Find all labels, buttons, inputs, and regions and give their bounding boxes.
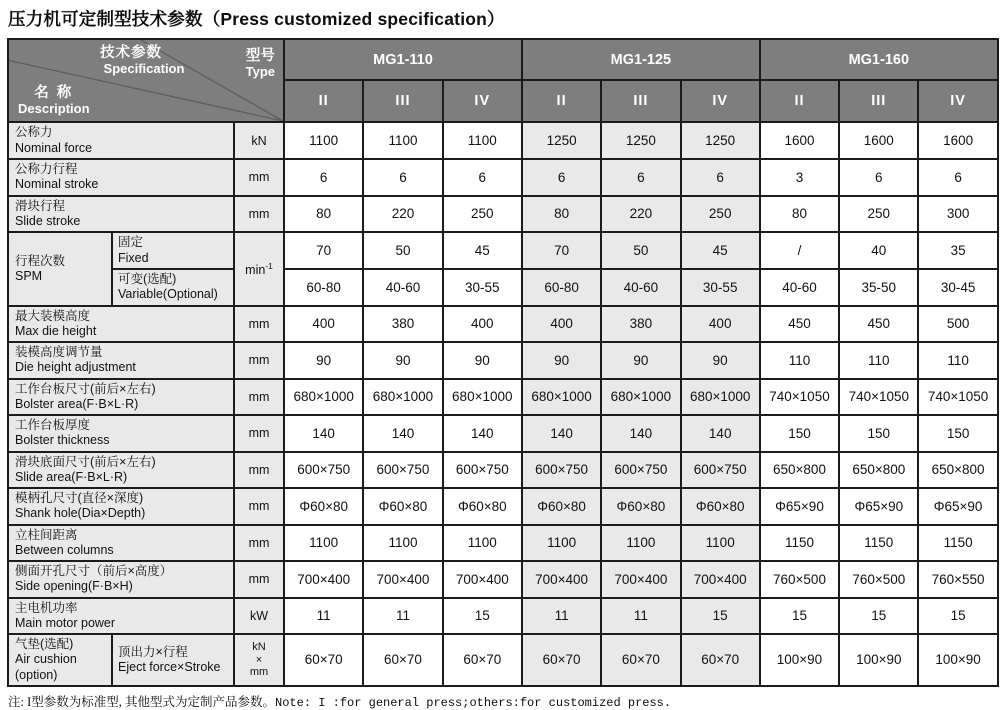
value-cell: 30-45 [918,269,997,306]
row-label [8,122,234,159]
label-cn: 最大装模高度 [15,308,91,323]
value-cell: 35 [918,232,997,269]
table-row [8,159,998,196]
value-cell: Φ65×90 [918,488,997,525]
value-cell: 60×70 [601,634,680,686]
label-cn: 行程次数 [15,253,66,268]
table-row [8,488,998,525]
table-row [8,269,998,306]
value-cell: 600×750 [443,452,522,489]
value-cell: 3 [760,159,839,196]
value-cell: 140 [522,415,601,452]
value-cell: / [760,232,839,269]
value-cell: 600×750 [681,452,760,489]
sublabel-en: Fixed [118,250,149,265]
label-en2: (option) [15,667,58,682]
value-cell: 220 [601,196,680,233]
diagonal-corner-cell [8,39,284,122]
value-cell: Φ65×90 [760,488,839,525]
label-en: SPM [15,268,43,283]
sublabel-cn: 可变(选配) [118,272,177,286]
value-cell: 40-60 [760,269,839,306]
value-cell: 90 [443,342,522,379]
unit-cell: kN [234,122,284,159]
label-en: Bolster thickness [15,433,110,448]
unit-cell: mm [234,488,284,525]
label-cn: 装模高度调节量 [15,345,103,359]
value-cell: 400 [443,306,522,343]
label-en: Slide stroke [15,213,81,228]
value-cell: 30-55 [681,269,760,306]
value-cell: 400 [284,306,363,343]
value-cell: 6 [839,159,918,196]
row-label [8,598,234,635]
value-cell: 760×500 [839,561,918,598]
value-cell: 1600 [918,122,997,159]
label-cn: 公称力 [15,125,53,140]
value-cell: 1100 [522,525,601,562]
table-row [8,561,998,598]
row-label [8,488,234,525]
label-cn: 立柱间距离 [15,527,78,542]
value-cell: 50 [601,232,680,269]
value-cell: 1250 [601,122,680,159]
unit-line: kN [252,641,266,654]
value-cell: 140 [681,415,760,452]
value-cell: 1600 [760,122,839,159]
table-row [8,598,998,635]
value-cell: 700×400 [601,561,680,598]
label-en: Nominal force [15,140,93,155]
model-group-header: MG1-160 [760,39,998,80]
value-cell: 140 [601,415,680,452]
value-cell: 400 [681,306,760,343]
value-cell: 6 [601,159,680,196]
table-row [8,122,998,159]
corner-name-label [18,85,90,117]
sublabel-en: Eject force×Stroke [118,659,221,674]
label-en: Bolster area(F·B×L·R) [15,396,139,411]
value-cell: 680×1000 [681,379,760,416]
value-cell: 1100 [363,525,442,562]
value-cell: 1100 [681,525,760,562]
table-row [8,232,998,269]
value-cell: 450 [839,306,918,343]
value-cell: 40 [839,232,918,269]
value-cell: 740×1050 [839,379,918,416]
footnote [8,692,997,710]
label-en: Between columns [15,542,114,557]
label-en: Main motor power [15,615,116,630]
value-cell: 60×70 [363,634,442,686]
value-cell: 90 [681,342,760,379]
value-cell: 680×1000 [363,379,442,416]
label-cn: 滑块底面尺寸(前后×左右) [15,454,156,469]
footnote-cn: 注: I型参数为标准型, 其他型式为定制产品参数。 [8,694,276,709]
value-cell: 60-80 [284,269,363,306]
value-cell: 60×70 [284,634,363,686]
value-cell: 600×750 [522,452,601,489]
unit-line: mm [249,666,269,679]
unit-cell: mm [234,561,284,598]
value-cell: 680×1000 [284,379,363,416]
label-cn: 模柄孔尺寸(直径×深度) [15,491,144,505]
label-cn: 气垫(选配) [15,637,74,651]
value-cell: 50 [363,232,442,269]
label-cn: 侧面开孔尺寸（前后×高度） [15,564,173,578]
value-cell: 90 [363,342,442,379]
value-cell: 45 [681,232,760,269]
value-cell: 150 [839,415,918,452]
value-cell: 30-55 [443,269,522,306]
label-en: Slide area(F·B×L·R) [15,469,128,484]
value-cell: 80 [522,196,601,233]
variant-header: IV [443,80,522,122]
value-cell: 35-50 [839,269,918,306]
unit-cell: mm [234,306,284,343]
label-cn: 滑块行程 [15,198,66,213]
value-cell: Φ60×80 [681,488,760,525]
table-row [8,306,998,343]
unit-exponent: -1 [265,260,273,271]
unit-cell: mm [234,415,284,452]
value-cell: 250 [443,196,522,233]
value-cell: 450 [760,306,839,343]
value-cell: 140 [363,415,442,452]
table-row [8,379,998,416]
corner-type-en: Type [245,63,276,79]
value-cell: 650×800 [918,452,997,489]
value-cell: Φ60×80 [363,488,442,525]
label-en: Air cushion [15,652,77,667]
value-cell: 1600 [839,122,918,159]
value-cell: 11 [601,598,680,635]
value-cell: 700×400 [284,561,363,598]
sublabel-en: Variable(Optional) [118,287,218,302]
value-cell: 250 [681,196,760,233]
label-en: Shank hole(Dia×Depth) [15,506,146,521]
value-cell: Φ65×90 [839,488,918,525]
value-cell: 740×1050 [918,379,997,416]
value-cell: 600×750 [601,452,680,489]
row-label [8,634,112,686]
value-cell: 15 [760,598,839,635]
value-cell: 1250 [681,122,760,159]
label-en: Die height adjustment [15,360,136,375]
value-cell: 100×90 [760,634,839,686]
unit-line: × [255,653,263,666]
value-cell: 40-60 [601,269,680,306]
model-group-header: MG1-110 [284,39,522,80]
value-cell: 6 [918,159,997,196]
value-cell: 90 [522,342,601,379]
variant-header: II [284,80,363,122]
row-sublabel [112,269,234,306]
row-label [8,342,234,379]
value-cell: 15 [918,598,997,635]
value-cell: 1150 [760,525,839,562]
value-cell: 220 [363,196,442,233]
value-cell: 600×750 [284,452,363,489]
variant-header: II [760,80,839,122]
table-row [8,196,998,233]
sublabel-cn: 固定 [118,235,144,250]
table-row [8,634,998,686]
variant-header: III [363,80,442,122]
label-en: Side opening(F·B×H) [15,579,133,594]
table-row [8,342,998,379]
value-cell: 500 [918,306,997,343]
corner-name-cn: 名 称 [34,85,74,102]
value-cell: 80 [284,196,363,233]
row-label [8,306,234,343]
value-cell: 90 [601,342,680,379]
value-cell: 600×750 [363,452,442,489]
value-cell: 380 [601,306,680,343]
value-cell: 11 [522,598,601,635]
row-label [8,196,234,233]
variant-header: II [522,80,601,122]
value-cell: 110 [918,342,997,379]
row-label [8,232,112,306]
header-group-row [8,39,998,80]
value-cell: 1150 [918,525,997,562]
value-cell: 150 [918,415,997,452]
value-cell: 1100 [284,525,363,562]
value-cell: 1100 [284,122,363,159]
value-cell: Φ60×80 [284,488,363,525]
sublabel-cn: 顶出力×行程 [118,644,188,659]
spec-table [7,38,999,687]
value-cell: 60×70 [443,634,522,686]
value-cell: 6 [522,159,601,196]
unit-cell: mm [234,159,284,196]
value-cell: 90 [284,342,363,379]
value-cell: 380 [363,306,442,343]
value-cell: 1250 [522,122,601,159]
footnote-en: Note: I :for general press;others:for customized press. [275,695,672,710]
row-label [8,561,234,598]
value-cell: 100×90 [839,634,918,686]
corner-name-en: Description [18,101,90,117]
corner-spec-label [39,45,223,77]
value-cell: 110 [760,342,839,379]
variant-header: IV [918,80,997,122]
value-cell: 760×550 [918,561,997,598]
corner-type-label [246,48,275,80]
value-cell: 1100 [363,122,442,159]
unit-cell [234,232,284,306]
variant-header: III [839,80,918,122]
value-cell: 70 [284,232,363,269]
value-cell: 15 [443,598,522,635]
value-cell: 45 [443,232,522,269]
value-cell: 150 [760,415,839,452]
variant-header: III [601,80,680,122]
unit-cell: mm [234,379,284,416]
row-sublabel [112,634,234,686]
value-cell: 110 [839,342,918,379]
unit-cell: mm [234,196,284,233]
corner-type-cn: 型号 [245,48,275,64]
value-cell: 760×500 [760,561,839,598]
value-cell: 680×1000 [443,379,522,416]
value-cell: 80 [760,196,839,233]
unit-cell: mm [234,452,284,489]
value-cell: 40-60 [363,269,442,306]
row-label [8,415,234,452]
value-cell: 100×90 [918,634,997,686]
label-cn: 公称力行程 [15,162,78,176]
unit-cell: mm [234,342,284,379]
value-cell: 6 [681,159,760,196]
corner-spec-cn: 技术参数 [100,45,162,61]
value-cell: 140 [284,415,363,452]
value-cell: 700×400 [522,561,601,598]
value-cell: 400 [522,306,601,343]
label-cn: 工作台板尺寸(前后×左右) [15,381,156,396]
value-cell: 60×70 [681,634,760,686]
value-cell: 700×400 [443,561,522,598]
unit-cell: mm [234,525,284,562]
value-cell: 1100 [601,525,680,562]
value-cell: 700×400 [681,561,760,598]
value-cell: 15 [839,598,918,635]
label-en: Nominal stroke [15,177,99,192]
page-title: 压力机可定制型技术参数（Press customized specification） [8,9,505,29]
value-cell: 6 [363,159,442,196]
row-label [8,379,234,416]
table-row [8,415,998,452]
value-cell: 1100 [443,525,522,562]
value-cell: 11 [284,598,363,635]
value-cell: 15 [681,598,760,635]
table-row [8,452,998,489]
value-cell: 70 [522,232,601,269]
value-cell: Φ60×80 [443,488,522,525]
unit-cell: kW [234,598,284,635]
value-cell: 680×1000 [601,379,680,416]
value-cell: 250 [839,196,918,233]
value-cell: Φ60×80 [522,488,601,525]
label-cn: 工作台板厚度 [15,418,91,432]
value-cell: 740×1050 [760,379,839,416]
value-cell: 650×800 [839,452,918,489]
value-cell: 1150 [839,525,918,562]
unit-cell [234,634,284,686]
model-group-header: MG1-125 [522,39,760,80]
value-cell: 6 [443,159,522,196]
label-en: Max die height [15,323,97,338]
row-label [8,452,234,489]
value-cell: 140 [443,415,522,452]
row-sublabel [112,232,234,269]
value-cell: 60×70 [522,634,601,686]
value-cell: 6 [284,159,363,196]
value-cell: 60-80 [522,269,601,306]
corner-spec-en: Specification [103,60,185,76]
label-cn: 主电机功率 [15,600,78,615]
variant-header: IV [681,80,760,122]
value-cell: 300 [918,196,997,233]
value-cell: 1100 [443,122,522,159]
value-cell: 650×800 [760,452,839,489]
value-cell: 700×400 [363,561,442,598]
value-cell: 680×1000 [522,379,601,416]
unit-base: min [245,262,266,277]
row-label [8,159,234,196]
value-cell: Φ60×80 [601,488,680,525]
table-row [8,525,998,562]
value-cell: 11 [363,598,442,635]
row-label [8,525,234,562]
